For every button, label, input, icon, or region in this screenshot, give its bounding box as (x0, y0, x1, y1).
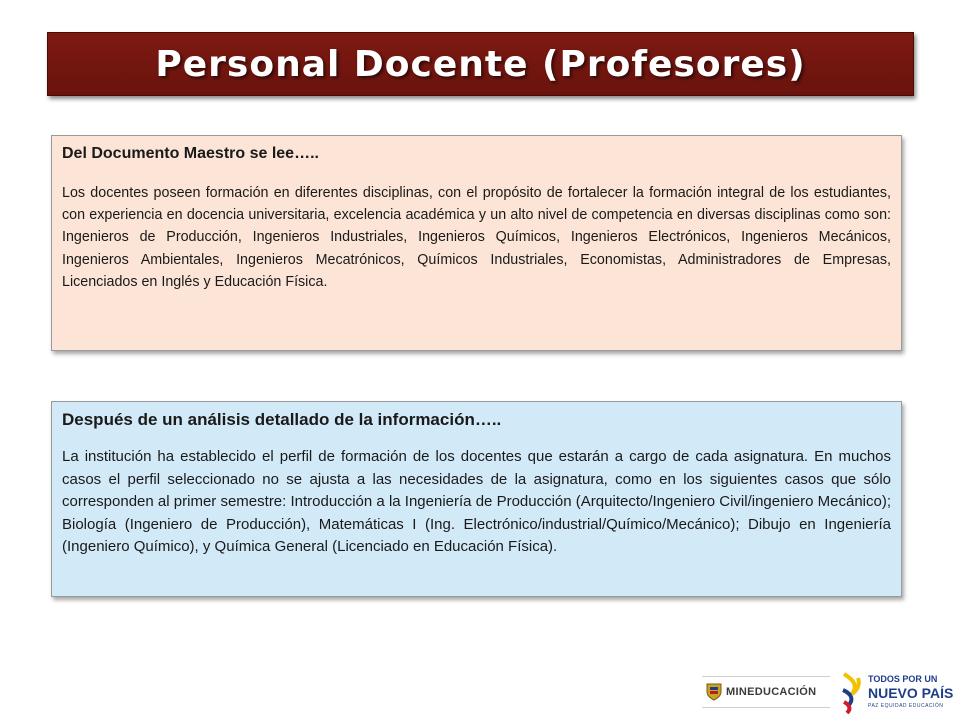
footer-logos (690, 668, 960, 720)
quote-heading: Del Documento Maestro se lee….. (62, 145, 319, 162)
pais-line3: PAZ EQUIDAD EDUCACIÓN (868, 703, 944, 709)
slide-title: Personal Docente (Profesores) (155, 43, 806, 85)
analysis-heading: Después de un análisis detallado de la información….. (62, 410, 502, 429)
pais-line2: NUEVO PAÍS (868, 685, 954, 701)
analysis-body: La institución ha establecido el perfil de formación de los docentes que estarán a cargo de cada asignatura. En muchos casos el perfil seleccionado no se ajusta a las necesidades de la asignatura, como en los siguientes casos que sólo corresponden al primer semestre: Introducción a la Ingeniería de Producción (Arquitecto/Ingeniero Civil/ingeniero Mecánico); Biología (Ingeniero de Producción), Matemáticas I (Ing. Electrónico/industrial/Químico/Mecánico); Dibujo en Ingeniería (Ingeniero Químico), y Química General (Licenciado en Educación Física). (62, 448, 891, 556)
analysis-box (51, 401, 902, 597)
title-banner (47, 32, 914, 96)
pais-line1: TODOS POR UN (868, 674, 938, 684)
quote-body: Los docentes poseen formación en diferentes disciplinas, con el propósito de fortalecer la formación integral de los estudiantes, con experiencia en docencia universitaria, excelencia académica y un alto nivel de competencia en diversas disciplinas como son: Ingenieros de Producción, Ingenieros Industriales, Ingenieros Químicos, Ingenieros Electrónicos, Ingenieros Mecánicos, Ingenieros Ambientales, Ingenieros Mecatrónicos, Químicos Industriales, Economistas, Administradores de Empresas, Licenciados en Inglés y Educación Física. (62, 185, 891, 290)
nuevo-pais-logo (840, 668, 958, 720)
coat-of-arms-icon (706, 683, 722, 701)
flag-icon (840, 672, 862, 714)
mineducacion-label: MINEDUCACIÓN (726, 686, 817, 698)
mineducacion-logo (702, 676, 830, 708)
document-quote-box (51, 135, 902, 351)
